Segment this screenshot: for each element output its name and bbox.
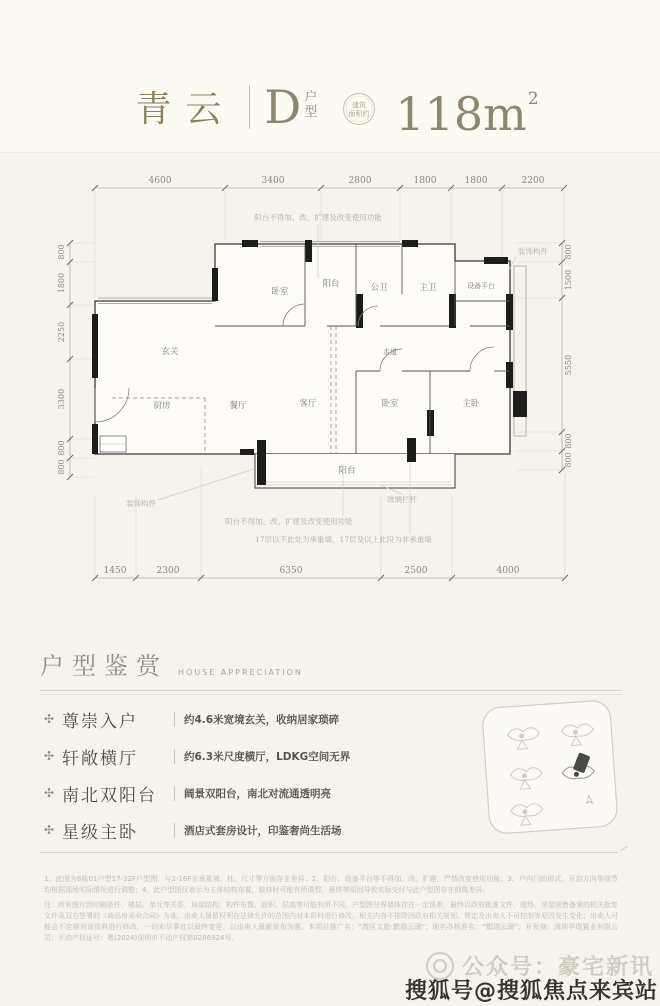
feature-desc: 约6.3米尺度横厅，LDKG空间无界	[174, 749, 350, 764]
room-label-bath-master: 主卫	[419, 283, 437, 293]
dim-label: 800	[564, 433, 573, 449]
note-wall: 17层以下此处为承重墙，17层及以上此段为非承重墙	[255, 535, 432, 544]
room-label-bedroom2: 卧室	[271, 287, 289, 297]
note-glass-rail: 玻璃栏杆	[387, 495, 417, 504]
area-seal-icon	[341, 91, 377, 131]
feature-name: 南北双阳台	[62, 785, 157, 806]
disclaimer-paragraph-1: 1、此图为8栋01户型17-32F户型图，与2-16F在承重墙、柱、尺寸等方面存在差异；2、阳台、设备平台等不得加、改、扩建，严禁改变使用功能；3、户内门的形式、开启方向等细节均根据现场实际情况进行调整；4、此户型图仅表示为主体结构布置，装修时可能有所调整，最终等原因导致实际交付与此户型图存在细微差异。	[44, 875, 618, 894]
unit-letter: D	[264, 79, 302, 134]
feature-list	[44, 708, 444, 856]
flower-bullet-icon: ✣	[44, 749, 55, 763]
appreciation-header	[40, 646, 620, 681]
dim-label: 2250	[57, 321, 66, 343]
wechat-account-text: 公众号：豪宅新讯	[461, 954, 654, 980]
dim-label: 2300	[156, 566, 180, 576]
dim-label: 4000	[496, 566, 520, 576]
feature-desc: 酒店式套房设计，印鉴奢尚生活场	[174, 823, 342, 838]
dim-label: 5550	[564, 354, 573, 376]
note-deco-right: 装饰构件	[518, 247, 548, 256]
project-name: 青云	[135, 89, 236, 130]
feature-item	[44, 782, 444, 804]
room-label-foyer: 玄关	[161, 347, 179, 357]
feature-name: 尊崇入户	[62, 711, 138, 732]
section-title: 户型鉴赏	[40, 652, 168, 680]
unit-title	[0, 76, 660, 141]
feature-desc: 阔景双阳台，南北对流通透明亮	[174, 786, 331, 801]
section-subtitle: HOUSE APPRECIATION	[178, 668, 303, 677]
unit-type-word: 户 型	[304, 89, 318, 120]
room-label-living: 客厅	[299, 399, 317, 409]
dim-label: 1800	[413, 176, 437, 186]
svg-text:建筑: 建筑	[352, 101, 367, 109]
unit-type	[264, 79, 318, 134]
room-label-equipment: 设备平台	[467, 282, 495, 290]
feature-item	[44, 745, 444, 767]
floor-plan-drawing	[50, 166, 610, 618]
feature-name: 轩敞横厅	[62, 748, 138, 769]
svg-text:面积约: 面积约	[348, 109, 370, 118]
site-plate-diagram	[472, 694, 630, 848]
disclaimer-paragraph-2: 注：所有图片因印刷条件、楼层、单元等关系，局部结构、构件布置、面积、层高等可能有所不同，户型图分界墙体存在一定误差，最终以政府批准文件、现场、房屋预售备案的相关批复文件及双方签署的《商品房买卖合同》为准。出卖人保留权利在法律允许的范围内对本资料进行修改。相关内容不排除因政府相关规划、规定及出卖人不可控制等原因发生变化；出卖人可能会不定期对该资料进行修改，一切未尽事宜以最终变更、以出卖人最新发布为准。本项目推广名：“湾区文旅·鹏瑞云璟”；地名办核准名：“鹏瑞云璟”；开发商：深圳华瑞置业有限公司；不动产权证号：粤(2024)深圳市不动产权第0286924号。	[44, 901, 618, 942]
flower-bullet-icon: ✣	[44, 823, 55, 837]
outer-wall	[95, 244, 510, 454]
dim-label: 1450	[103, 566, 127, 576]
sohu-watermark: 搜狐号@搜狐焦点来宾站	[404, 979, 658, 1004]
feature-desc: 约4.6米宽境玄关，收纳居家琐碎	[174, 712, 339, 727]
flower-bullet-icon: ✣	[44, 786, 55, 800]
dim-label: 2200	[521, 176, 545, 186]
floor-plan	[50, 166, 610, 618]
room-label-dining: 餐厅	[229, 401, 247, 411]
dim-label: 800	[564, 452, 573, 468]
room-label-master-bedroom: 主卧	[462, 399, 480, 409]
note-deco-bottom: 装饰构件	[126, 499, 156, 508]
dim-label: 2800	[348, 176, 372, 186]
feature-name: 星级主卧	[62, 822, 138, 843]
dim-label: 4600	[148, 176, 172, 186]
dim-label: 1500	[564, 269, 573, 291]
room-label-bath-public: 公卫	[370, 283, 388, 293]
room-label-bedroom3: 卧室	[381, 399, 399, 409]
unit-area: $118m^2$	[395, 87, 539, 141]
dim-label: 800	[564, 244, 573, 260]
dim-label: 800	[57, 440, 66, 456]
note-balcony-bottom: 阳台不得加、改、扩建及改变使用功能	[225, 517, 353, 526]
dim-label: 6350	[279, 566, 303, 576]
feature-item	[44, 708, 444, 730]
room-label-balcony-south: 阳台	[338, 466, 356, 476]
dim-label: 2500	[404, 566, 428, 576]
room-label-balcony-north: 阳台	[322, 279, 340, 289]
title-divider	[249, 85, 250, 129]
room-label-kitchen: 厨房	[153, 401, 171, 411]
dim-label: 3400	[261, 176, 285, 186]
dim-label: 800	[57, 244, 66, 260]
dim-label: 800	[57, 459, 66, 475]
note-balcony-top: 阳台不得加、改、扩建及改变使用功能	[254, 213, 382, 222]
flower-bullet-icon: ✣	[44, 712, 55, 726]
dim-label: 1800	[57, 272, 66, 294]
feature-item	[44, 819, 444, 841]
divider-rule	[40, 852, 618, 853]
dim-label: 3300	[57, 388, 66, 410]
dim-label: 1800	[464, 176, 488, 186]
room-label-corridor: 走道	[383, 348, 397, 356]
